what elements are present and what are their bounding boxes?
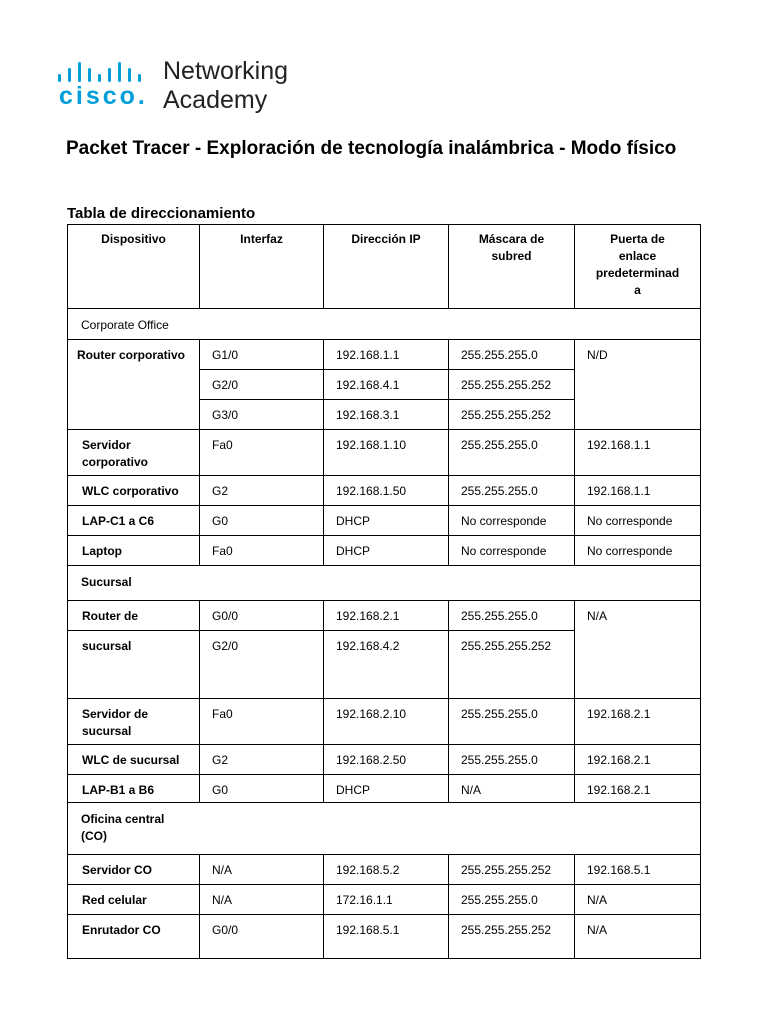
addressing-table (67, 224, 701, 959)
device-cell: Servidor CO (68, 855, 200, 885)
gateway-cell: No corresponde (575, 506, 701, 536)
ip-cell: DHCP (324, 506, 449, 536)
header-mask: Máscara de subred (449, 225, 575, 309)
table-title: Tabla de direccionamiento (67, 205, 256, 222)
interface-cell: G0 (200, 506, 324, 536)
mask-cell: 255.255.255.0 (449, 699, 575, 745)
device-cell-cont: sucursal (68, 631, 200, 699)
header-ip: Dirección IP (324, 225, 449, 309)
section-corporate: Corporate Office (68, 309, 701, 340)
cisco-networking-academy-logo (56, 56, 316, 118)
ip-cell: 192.168.3.1 (324, 400, 449, 430)
section-central-label: Oficina central (CO) (81, 812, 165, 843)
section-sucursal: Sucursal (68, 566, 701, 601)
ip-cell: 192.168.5.2 (324, 855, 449, 885)
interface-cell: N/A (200, 855, 324, 885)
ip-cell: 192.168.2.50 (324, 745, 449, 775)
device-cell: LAP-C1 a C6 (68, 506, 200, 536)
gateway-cell: N/A (575, 601, 701, 699)
header-interface: Interfaz (200, 225, 324, 309)
table-row (68, 745, 701, 775)
table-row (68, 915, 701, 959)
ip-cell: 172.16.1.1 (324, 885, 449, 915)
section-row (68, 566, 701, 601)
mask-cell: 255.255.255.0 (449, 430, 575, 476)
device-cell: LAP-B1 a B6 (68, 775, 200, 803)
mask-cell: 255.255.255.252 (449, 915, 575, 959)
table-row (68, 506, 701, 536)
gateway-cell: 192.168.2.1 (575, 775, 701, 803)
gateway-cell: N/D (575, 340, 701, 430)
section-row (68, 309, 701, 340)
table-row (68, 855, 701, 885)
ip-cell: 192.168.5.1 (324, 915, 449, 959)
interface-cell: N/A (200, 885, 324, 915)
table-row (68, 699, 701, 745)
mask-cell: 255.255.255.252 (449, 855, 575, 885)
cisco-bridge-icon (56, 62, 152, 84)
section-row (68, 803, 701, 855)
logo-academy: Academy (163, 86, 268, 114)
mask-cell: N/A (449, 775, 575, 803)
ip-cell: 192.168.4.2 (324, 631, 449, 699)
interface-cell: G2 (200, 476, 324, 506)
interface-cell: G2 (200, 745, 324, 775)
gateway-cell: N/A (575, 915, 701, 959)
header-gateway: Puerta de enlace predeterminad a (575, 225, 701, 309)
mask-cell: 255.255.255.252 (449, 631, 575, 699)
interface-cell: G0 (200, 775, 324, 803)
gateway-cell: 192.168.1.1 (575, 430, 701, 476)
device-cell: Servidor corporativo (68, 430, 200, 476)
mask-cell: 255.255.255.0 (449, 476, 575, 506)
gateway-cell: N/A (575, 885, 701, 915)
device-cell: WLC de sucursal (68, 745, 200, 775)
table-row (68, 536, 701, 566)
mask-cell: 255.255.255.252 (449, 370, 575, 400)
table-row (68, 775, 701, 803)
gateway-cell: 192.168.1.1 (575, 476, 701, 506)
interface-cell: G3/0 (200, 400, 324, 430)
mask-cell: No corresponde (449, 506, 575, 536)
interface-cell: Fa0 (200, 699, 324, 745)
mask-cell: 255.255.255.0 (449, 601, 575, 631)
header-device: Dispositivo (68, 225, 200, 309)
interface-cell: Fa0 (200, 430, 324, 476)
logo-networking: Networking (163, 57, 289, 85)
ip-cell: 192.168.1.10 (324, 430, 449, 476)
cisco-wordmark: cisco. (59, 82, 148, 110)
section-central (68, 803, 701, 855)
device-cell: Router corporativo (68, 340, 200, 430)
table-row (68, 340, 701, 370)
mask-cell: 255.255.255.0 (449, 745, 575, 775)
ip-cell: 192.168.4.1 (324, 370, 449, 400)
device-cell: Router de (68, 601, 200, 631)
mask-cell: 255.255.255.252 (449, 400, 575, 430)
gateway-cell: 192.168.5.1 (575, 855, 701, 885)
table-row (68, 601, 701, 631)
page-title: Packet Tracer - Exploración de tecnología inalámbrica - Modo físico (66, 138, 677, 159)
ip-cell: DHCP (324, 536, 449, 566)
ip-cell: 192.168.2.1 (324, 601, 449, 631)
device-cell: WLC corporativo (68, 476, 200, 506)
table-row (68, 885, 701, 915)
gateway-cell: 192.168.2.1 (575, 699, 701, 745)
table-row (68, 430, 701, 476)
interface-cell: G0/0 (200, 601, 324, 631)
table-row (68, 476, 701, 506)
gateway-cell: No corresponde (575, 536, 701, 566)
ip-cell: DHCP (324, 775, 449, 803)
interface-cell: G2/0 (200, 631, 324, 699)
interface-cell: G0/0 (200, 915, 324, 959)
ip-cell: 192.168.1.50 (324, 476, 449, 506)
ip-cell: 192.168.1.1 (324, 340, 449, 370)
table-header-row (68, 225, 701, 309)
gateway-cell: 192.168.2.1 (575, 745, 701, 775)
interface-cell: Fa0 (200, 536, 324, 566)
device-cell: Laptop (68, 536, 200, 566)
device-cell: Enrutador CO (68, 915, 200, 959)
mask-cell: 255.255.255.0 (449, 885, 575, 915)
mask-cell: No corresponde (449, 536, 575, 566)
device-cell: Red celular (68, 885, 200, 915)
interface-cell: G2/0 (200, 370, 324, 400)
interface-cell: G1/0 (200, 340, 324, 370)
mask-cell: 255.255.255.0 (449, 340, 575, 370)
ip-cell: 192.168.2.10 (324, 699, 449, 745)
device-cell: Servidor de sucursal (68, 699, 200, 745)
